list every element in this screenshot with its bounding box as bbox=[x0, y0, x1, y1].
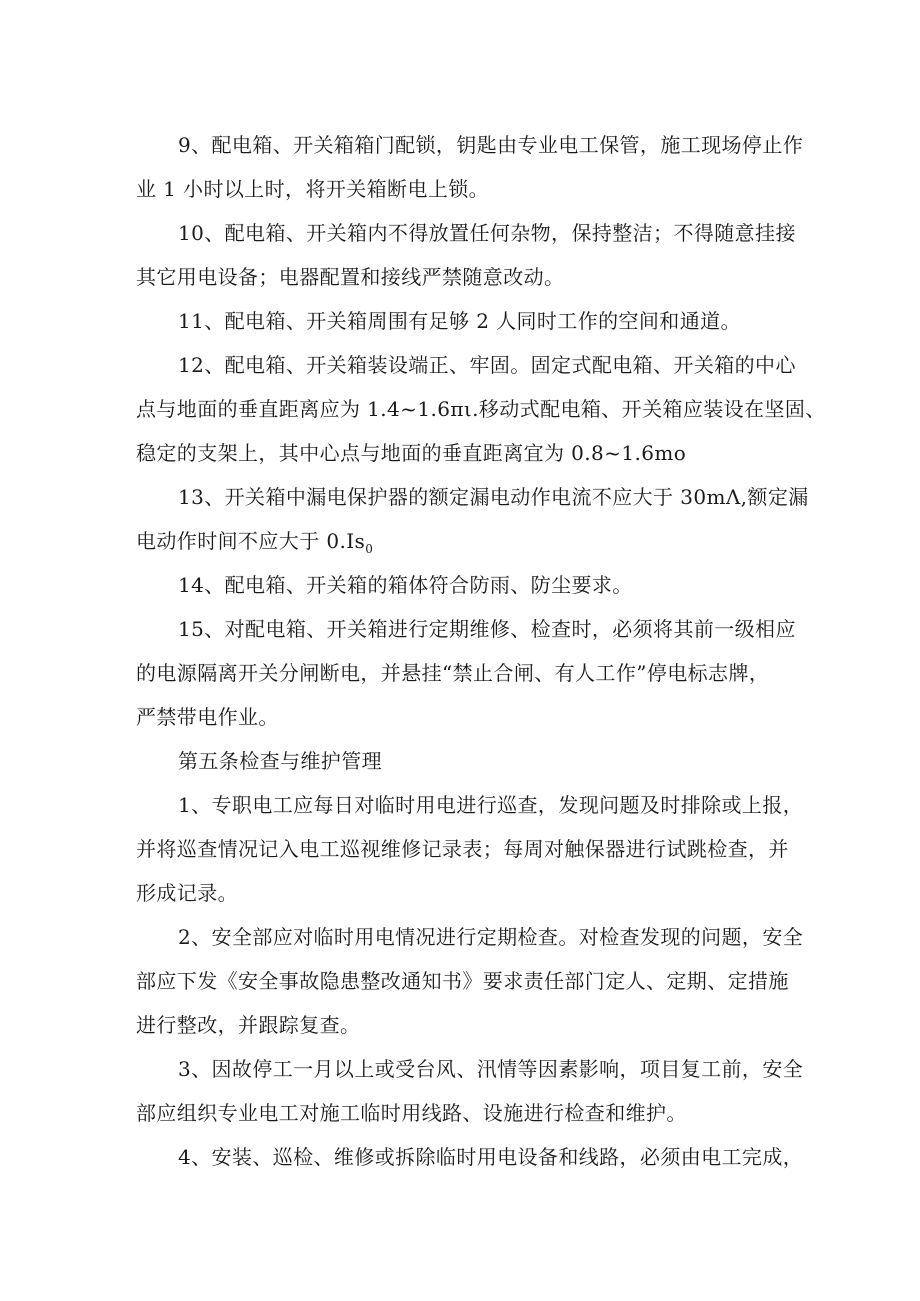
paragraph-15-line-2: 的电源隔离开关分闸断电，并悬挂“禁止合闸、有人工作”停电标志牌， bbox=[136, 661, 770, 685]
section-5-heading: 第五条检查与维护管理 bbox=[178, 749, 382, 773]
section-5-item-2-line-1: 2、安全部应对临时用电情况进行定期检查。对检查发现的问题，安全 bbox=[178, 925, 804, 949]
paragraph-15-line-3: 严禁带电作业。 bbox=[136, 705, 279, 729]
paragraph-10-line-2: 其它用电设备；电器配置和接线严禁随意改动。 bbox=[136, 265, 565, 289]
paragraph-12-line-3: 稳定的支架上，其中心点与地面的垂直距离宜为 0.8~1.6mo bbox=[136, 441, 687, 465]
paragraph-14-line-1: 14、配电箱、开关箱的箱体符合防雨、防尘要求。 bbox=[178, 573, 633, 597]
section-5-item-3-line-2: 部应组织专业电工对施工临时用线路、设施进行检查和维护。 bbox=[136, 1101, 687, 1125]
paragraph-15-line-1: 15、对配电箱、开关箱进行定期维修、检查时，必须将其前一级相应 bbox=[178, 617, 796, 641]
paragraph-13-line-2 bbox=[136, 529, 374, 556]
paragraph-12-line-1: 12、配电箱、开关箱装设端正、牢固。固定式配电箱、开关箱的中心 bbox=[178, 353, 796, 377]
section-5-item-2-line-3: 进行整改，并跟踪复查。 bbox=[136, 1013, 361, 1037]
paragraph-13-subscript: 0 bbox=[365, 542, 374, 556]
paragraph-13-line-1: 13、开关箱中漏电保护器的额定漏电动作电流不应大于 30mΛ,额定漏 bbox=[178, 485, 809, 509]
paragraph-10-line-1: 10、配电箱、开关箱内不得放置任何杂物，保持整洁；不得随意挂接 bbox=[178, 221, 796, 245]
paragraph-12-line-2: 点与地面的垂直距离应为 1.4~1.6πι.移动式配电箱、开关箱应装设在坚固、 bbox=[136, 397, 826, 421]
paragraph-9-line-2: 业 1 小时以上时，将开关箱断电上锁。 bbox=[136, 177, 490, 201]
paragraph-11-line-1: 11、配电箱、开关箱周围有足够 2 人同时工作的空间和通道。 bbox=[178, 309, 741, 333]
section-5-item-2-line-2: 部应下发《安全事故隐患整改通知书》要求责任部门定人、定期、定措施 bbox=[136, 969, 789, 993]
section-5-item-3-line-1: 3、因故停工一月以上或受台风、汛情等因素影响，项目复工前，安全 bbox=[178, 1057, 804, 1081]
section-5-item-1-line-2: 并将巡查情况记入电工巡视维修记录表；每周对触保器进行试跳检查，并 bbox=[136, 837, 789, 861]
section-5-item-1-line-1: 1、专职电工应每日对临时用电进行巡查，发现问题及时排除或上报， bbox=[178, 793, 804, 817]
section-5-item-4-line-1: 4、安装、巡检、维修或拆除临时用电设备和线路，必须由电工完成， bbox=[178, 1145, 804, 1169]
paragraph-9-line-1: 9、配电箱、开关箱箱门配锁，钥匙由专业电工保管，施工现场停止作 bbox=[178, 133, 804, 157]
section-5-item-1-line-3: 形成记录。 bbox=[136, 881, 238, 905]
paragraph-13-line-2-text: 电动作时间不应大于 0.Is bbox=[136, 529, 366, 553]
